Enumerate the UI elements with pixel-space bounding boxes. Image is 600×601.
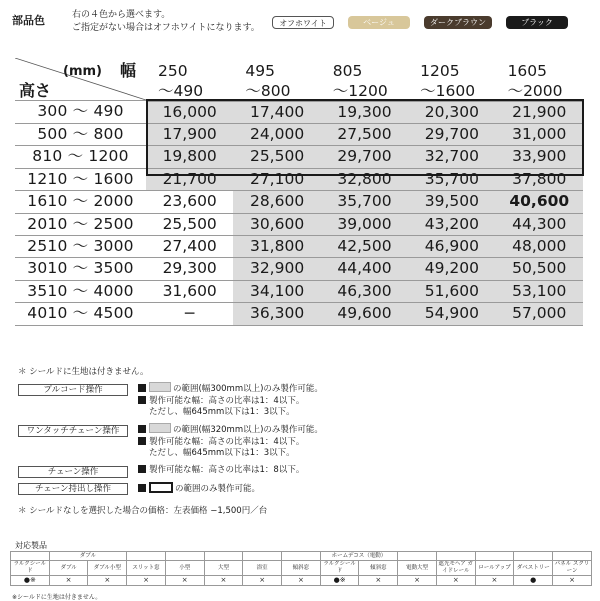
price-cell: 35,700 (321, 191, 408, 213)
op-label-chain: チェーン操作 (18, 466, 128, 478)
bullet-square-icon (138, 384, 146, 392)
gray-range-swatch-icon (149, 423, 171, 433)
compat-mark: ● (514, 576, 553, 586)
compat-mark: × (553, 576, 592, 586)
parts-color-title: 部品色 (12, 14, 45, 27)
price-cell: 50,500 (496, 258, 583, 280)
price-cell: 53,100 (496, 280, 583, 302)
price-cell: 44,300 (496, 213, 583, 235)
height-range: 300 〜 490 (15, 101, 146, 123)
price-row (15, 303, 583, 325)
compat-mark: × (127, 576, 166, 586)
price-cell: 29,700 (321, 146, 408, 168)
swatch-beige[interactable]: ベージュ (348, 16, 410, 29)
width-label: 幅 (119, 61, 136, 80)
compat-header: 小型 (165, 561, 204, 576)
unit-label: (mm) (63, 64, 102, 79)
op-label-pull-cord: プルコード操作 (18, 384, 128, 396)
price-cell: 28,600 (233, 191, 320, 213)
bullet-square-icon (138, 425, 146, 433)
price-cell: 21,900 (496, 101, 583, 123)
height-range: 1610 〜 2000 (15, 191, 146, 213)
height-range: 3010 〜 3500 (15, 258, 146, 280)
price-cell: 27,400 (146, 235, 233, 257)
parts-color-note-line1: 右の４色から選べます。 (72, 10, 171, 20)
price-cell: 33,900 (496, 146, 583, 168)
compat-header: パネル スクリーン (553, 561, 592, 576)
swatch-dark-brown[interactable]: ダークブラウン (424, 16, 492, 29)
height-range: 4010 〜 4500 (15, 303, 146, 325)
compat-header: 傾斜窓 (359, 561, 398, 576)
compat-group-double: ダブル (49, 552, 126, 561)
compat-header-row (11, 561, 592, 576)
price-row (15, 168, 583, 190)
price-cell: − (146, 303, 233, 325)
price-cell: 29,300 (146, 258, 233, 280)
compat-header: 傾斜窓 (282, 561, 321, 576)
price-row (15, 191, 583, 213)
width-header: 250 〜490 (146, 58, 233, 101)
compat-mark: × (165, 576, 204, 586)
compat-mark: × (243, 576, 282, 586)
op-text-chain-extend: の範囲のみ製作可能。 (138, 482, 260, 496)
price-table-corner (15, 58, 146, 101)
price-cell: 30,600 (233, 213, 320, 235)
op-label-one-touch-chain: ワンタッチチェーン操作 (18, 425, 128, 437)
bullet-square-icon (138, 437, 146, 445)
price-cell: 31,600 (146, 280, 233, 302)
price-row (15, 280, 583, 302)
price-cell: 48,000 (496, 235, 583, 257)
price-row (15, 235, 583, 257)
price-cell: 32,700 (408, 146, 495, 168)
compat-mark: × (49, 576, 88, 586)
price-cell: 17,400 (233, 101, 320, 123)
price-cell: 36,300 (233, 303, 320, 325)
compat-mark: × (88, 576, 127, 586)
price-cell: 49,600 (321, 303, 408, 325)
price-row (15, 101, 583, 123)
price-cell: 43,200 (408, 213, 495, 235)
op-label-chain-extend: チェーン持出し操作 (18, 483, 128, 495)
swatch-black[interactable]: ブラック (506, 16, 568, 29)
price-cell: 23,600 (146, 191, 233, 213)
price-cell: 19,800 (146, 146, 233, 168)
height-range: 2510 〜 3000 (15, 235, 146, 257)
width-header: 805 〜1200 (321, 58, 408, 101)
price-cell: 32,800 (321, 168, 408, 190)
compat-mark-row (11, 576, 592, 586)
op-text-chain: 製作可能な幅：高さの比率は1：8以下。 (138, 465, 304, 477)
price-cell: 51,600 (408, 280, 495, 302)
price-cell: 25,500 (146, 213, 233, 235)
price-cell: 24,000 (233, 123, 320, 145)
price-cell: 16,000 (146, 101, 233, 123)
height-range: 2010 〜 2500 (15, 213, 146, 235)
compat-header: 遮光モヘア ガイドレール (436, 561, 475, 576)
price-row (15, 258, 583, 280)
price-table (15, 58, 583, 326)
compat-group-homedeco: ホームデコス（電動） (320, 552, 397, 561)
price-cell: 42,500 (321, 235, 408, 257)
price-cell: 21,700 (146, 168, 233, 190)
price-cell: 54,900 (408, 303, 495, 325)
compat-header: ダブル小型 (88, 561, 127, 576)
price-cell: 44,400 (321, 258, 408, 280)
compat-mark: × (204, 576, 243, 586)
compat-mark: ●※ (320, 576, 359, 586)
bullet-square-icon (138, 465, 146, 473)
compat-header: 電動大型 (398, 561, 437, 576)
height-range: 500 〜 800 (15, 123, 146, 145)
price-cell: 40,600 (496, 191, 583, 213)
compat-footnote: ※シールドに生地は付きません。 (12, 594, 102, 601)
compat-header: ダブル (49, 561, 88, 576)
compat-header: 浴室 (243, 561, 282, 576)
compat-header: ロールアップ (475, 561, 514, 576)
compat-header: スリット窓 (127, 561, 166, 576)
swatch-off-white[interactable]: オフホワイト (272, 16, 334, 29)
price-cell: 27,500 (321, 123, 408, 145)
price-cell: 32,900 (233, 258, 320, 280)
price-cell: 57,000 (496, 303, 583, 325)
bold-frame-swatch-icon (149, 482, 173, 493)
price-table-body (15, 101, 583, 325)
price-cell: 27,100 (233, 168, 320, 190)
price-cell: 20,300 (408, 101, 495, 123)
price-cell: 19,300 (321, 101, 408, 123)
height-label: 高さ (19, 81, 52, 100)
compat-group-row (11, 552, 592, 561)
price-table-header (15, 58, 583, 101)
price-row (15, 123, 583, 145)
price-cell: 29,700 (408, 123, 495, 145)
compat-header: 大型 (204, 561, 243, 576)
price-cell: 31,000 (496, 123, 583, 145)
price-cell: 37,800 (496, 168, 583, 190)
compat-title: 対応製品 (15, 541, 47, 550)
price-cell: 49,200 (408, 258, 495, 280)
bullet-square-icon (138, 396, 146, 404)
compat-header: ラルクシールド (320, 561, 359, 576)
price-row (15, 146, 583, 168)
compat-mark: × (475, 576, 514, 586)
price-cell: 46,300 (321, 280, 408, 302)
price-cell: 17,900 (146, 123, 233, 145)
shield-note: ＊ シールドに生地は付きません。 (18, 367, 149, 377)
parts-color-note-line2: ご指定がない場合はオフホワイトになります。 (72, 23, 260, 33)
compat-mark: × (398, 576, 437, 586)
compat-table (10, 551, 592, 586)
compat-header: ダベストリー (514, 561, 553, 576)
gray-range-swatch-icon (149, 382, 171, 392)
compat-mark: × (359, 576, 398, 586)
compat-mark: × (436, 576, 475, 586)
price-cell: 39,500 (408, 191, 495, 213)
compat-mark: × (282, 576, 321, 586)
compat-header: ラルクシールド (11, 561, 50, 576)
width-header: 1605 〜2000 (496, 58, 583, 101)
compat-mark: ●※ (11, 576, 50, 586)
price-row (15, 213, 583, 235)
height-range: 810 〜 1200 (15, 146, 146, 168)
price-cell: 25,500 (233, 146, 320, 168)
price-cell: 31,800 (233, 235, 320, 257)
bullet-square-icon (138, 484, 146, 492)
price-cell: 35,700 (408, 168, 495, 190)
price-cell: 46,900 (408, 235, 495, 257)
height-range: 3510 〜 4000 (15, 280, 146, 302)
width-header: 495 〜800 (233, 58, 320, 101)
op-text-pull-cord: の範囲(幅300mm以上)のみ製作可能。 製作可能な幅：高さの比率は1：4以下。 ただし、幅645mm以下は1：3以下。 (138, 382, 323, 419)
parts-color-note (72, 9, 260, 35)
width-header: 1205 〜1600 (408, 58, 495, 101)
price-cell: 34,100 (233, 280, 320, 302)
op-text-one-touch-chain: の範囲(幅320mm以上)のみ製作可能。 製作可能な幅：高さの比率は1：4以下。 ただし、幅645mm以下は1：3以下。 (138, 423, 323, 460)
no-shield-price-note: ＊ シールドなしを選択した場合の価格：左表価格 −1,500円／台 (18, 506, 268, 516)
price-cell: 39,000 (321, 213, 408, 235)
height-range: 1210 〜 1600 (15, 168, 146, 190)
